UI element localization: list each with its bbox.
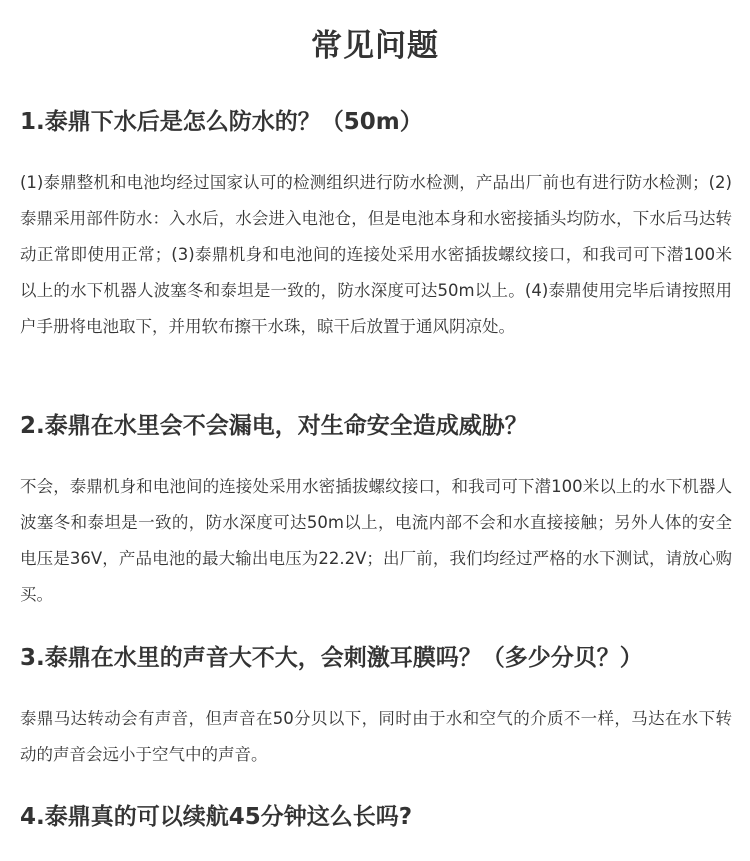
faq-answer-1: (1)泰鼎整机和电池均经过国家认可的检测组织进行防水检测，产品出厂前也有进行防水检测；(2)泰鼎采用部件防水：入水后，水会进入电池仓，但是电池本身和水密接插头均防水，下水后马达转动正常即使用正常；(3)泰鼎机身和电池间的连接处采用水密插拔螺纹接口，和我司可下潜100米以上的水下机器人波塞冬和泰坦是一致的，防水深度可达50m以上。(4)泰鼎使用完毕后请按照用户手册将电池取下，并用软布擦干水珠，晾干后放置于通风阴凉处。 [20,173,732,336]
faq-question-4: 4.泰鼎真的可以续航45分钟这么长吗? [20,804,413,830]
faq-answer-2: 不会，泰鼎机身和电池间的连接处采用水密插拔螺纹接口，和我司可下潜100米以上的水下机器人波塞冬和泰坦是一致的，防水深度可达50m以上，电流内部不会和水直接接触；另外人体的安全电压是36V，产品电池的最大输出电压为22.2V；出厂前，我们均经过严格的水下测试，请放心购买。 [20,477,732,604]
faq-question-2: 2.泰鼎在水里会不会漏电，对生命安全造成威胁？ [20,413,528,439]
faq-answer-3: 泰鼎马达转动会有声音，但声音在50分贝以下，同时由于水和空气的介质不一样，马达在水下转动的声音会远小于空气中的声音。 [20,709,732,764]
page-title: 常见问题 [311,28,439,64]
faq-question-3: 3.泰鼎在水里的声音大不大，会刺激耳膜吗？（多少分贝？） [20,645,643,671]
faq-question-1: 1.泰鼎下水后是怎么防水的？（50m） [20,109,423,135]
